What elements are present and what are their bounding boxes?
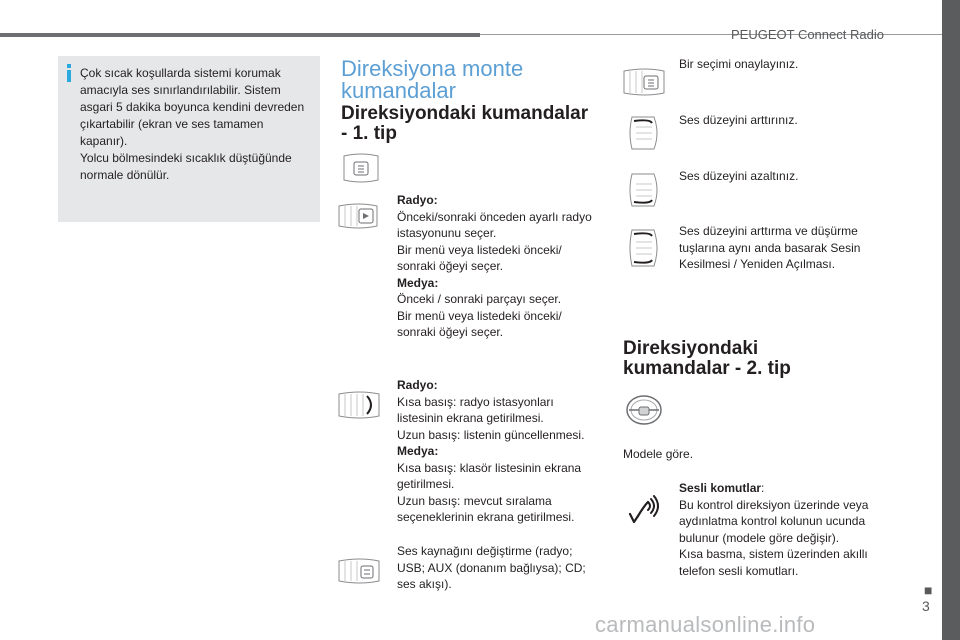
text-line: Bir menü veya listedeki önceki/ (397, 308, 562, 323)
type2-title-line: kumandalar - 2. tip (623, 358, 791, 379)
media-label: Medya: (397, 444, 439, 458)
voice-label: Sesli komutlar (679, 481, 762, 495)
page-dot: ■ (924, 582, 933, 598)
section-title-line: Direksiyona monte (341, 56, 524, 81)
text-line: Kısa basma, sistem üzerinden akıllı (679, 547, 868, 561)
text-line: Ses düzeyini arttırma ve düşürme (679, 224, 858, 238)
model-text: Modele göre. (623, 447, 694, 461)
text-line: Bu kontrol direksiyon üzerinde veya (679, 497, 869, 512)
text-line: Kısa basış: radyo istasyonları (397, 394, 554, 409)
side-strip (942, 0, 960, 640)
info-icon (66, 64, 72, 82)
text-line: Kısa basış: klasör listesinin ekrana (397, 460, 582, 475)
confirm-text: Bir seçimi onaylayınız. (679, 57, 799, 71)
media-label: Medya: (397, 275, 439, 290)
text-line: aydınlatma kontrol kolunun ucunda (679, 514, 866, 528)
voice-command-text (679, 480, 884, 579)
text-line: USB; AUX (donanım bağlıysa); CD; (397, 560, 586, 575)
steering-wheel-control-icon (340, 152, 382, 184)
volume-down-text: Ses düzeyini azaltınız. (679, 169, 799, 183)
voice-command-icon (624, 494, 664, 528)
text-line: listesinin ekrana getirilmesi. (397, 411, 544, 425)
volume-up-text: Ses düzeyini arttırınız. (679, 113, 798, 127)
text-line: sonraki öğeyi seçer. (397, 325, 504, 339)
type1-list-text (397, 377, 602, 526)
watermark: carmanualsonline.info (595, 612, 816, 637)
text-line: ses akışı). (397, 577, 452, 591)
steering-wheel-control-icon (337, 388, 383, 422)
steering-wheel-control-icon (337, 200, 381, 232)
type1-title (341, 104, 588, 144)
text-line: Kesilmesi / Yeniden Açılması. (679, 257, 836, 271)
steering-wheel-control-icon (337, 556, 383, 586)
voice-colon: : (761, 481, 765, 495)
type2-title-line: Direksiyondaki (623, 338, 759, 359)
type2-title (623, 339, 791, 379)
text-line: getirilmesi. (397, 477, 455, 491)
text-line: telefon sesli komutları. (679, 563, 799, 578)
text-line: Ses kaynağını değiştirme (radyo; (397, 544, 573, 558)
text-line: Önceki / sonraki parçayı seçer. (397, 292, 562, 306)
type1-title-line: - 1. tip (341, 123, 397, 144)
note-line: Yolcu bölmesindeki sıcaklık düştüğünde (80, 151, 292, 165)
note-line: Çok sıcak koşullarda sistemi korumak (80, 66, 281, 80)
text-line: Uzun basış: listenin güncellenmesi. (397, 427, 585, 442)
steering-wheel-icon (624, 393, 664, 427)
mute-text (679, 223, 889, 273)
steering-wheel-control-icon (624, 226, 664, 270)
text-line: tuşlarına aynı anda basarak Sesin (679, 240, 861, 255)
note-line: amacıyla ses sınırlandırılabilir. Sistem (80, 83, 281, 97)
note-line: çıkartabilir (ekran ve ses tamamen (80, 117, 264, 131)
info-note-text (80, 65, 316, 184)
type1-title-line: Direksiyondaki kumandalar (341, 103, 589, 124)
text-line: Uzun basış: mevcut sıralama (397, 493, 552, 508)
text-line: Önceki/sonraki önceden ayarlı radyo (397, 209, 592, 224)
section-title (341, 58, 523, 102)
note-line: normale dönülür. (80, 168, 170, 182)
steering-wheel-control-icon (624, 170, 664, 210)
section-title-line: kumandalar (341, 78, 456, 103)
type1-source-text (397, 543, 602, 593)
radio-label: Radyo: (397, 193, 438, 207)
page-number: 3 (922, 598, 930, 614)
steering-wheel-control-icon (624, 113, 664, 153)
text-line: istasyonunu seçer. (397, 226, 497, 240)
steering-wheel-control-icon (622, 66, 668, 98)
text-line: bulunur (modele göre değişir). (679, 530, 840, 545)
header-title: PEUGEOT Connect Radio (731, 27, 884, 42)
note-line: kapanır). (80, 134, 128, 148)
text-line: Bir menü veya listedeki önceki/ (397, 242, 562, 257)
text-line: sonraki öğeyi seçer. (397, 259, 504, 273)
text-line: seçeneklerinin ekrana getirilmesi. (397, 510, 575, 524)
radio-label: Radyo: (397, 378, 438, 392)
header-bar (0, 33, 480, 37)
type1-next-prev-text (397, 192, 602, 341)
note-line: asgari 5 dakika boyunca kendini devreden (80, 100, 305, 114)
